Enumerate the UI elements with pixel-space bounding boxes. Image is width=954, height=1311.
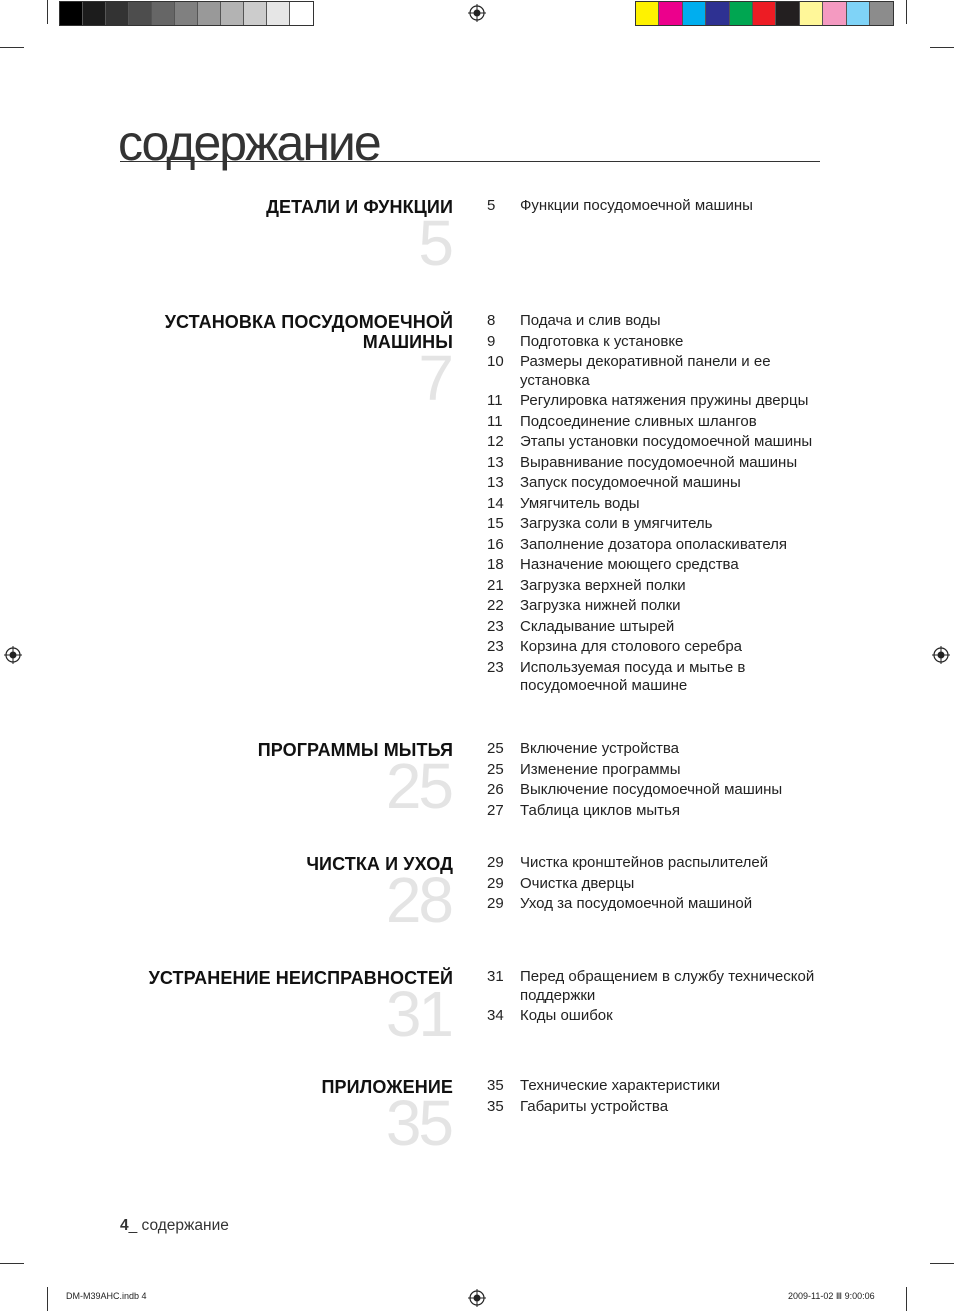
toc-entry[interactable] <box>487 1077 827 1096</box>
toc-entry-page: 22 <box>487 597 504 614</box>
toc-entry-title: Загрузка верхней полки <box>520 576 686 594</box>
toc-entry[interactable] <box>487 556 827 575</box>
crop-mark <box>906 0 907 24</box>
toc-entry-title: Размеры декоративной панели и ее установка <box>520 353 771 389</box>
crop-mark <box>0 47 24 48</box>
gray-swatch <box>267 2 290 25</box>
crop-mark <box>930 1263 954 1264</box>
gray-swatch <box>198 2 221 25</box>
registration-mark-icon <box>932 646 950 664</box>
section-header <box>93 854 453 936</box>
toc-entry-title: Габариты устройства <box>520 1097 669 1115</box>
toc-entry-page: 26 <box>487 781 504 798</box>
toc-entry-page: 5 <box>487 197 496 214</box>
toc-entry-page: 23 <box>487 617 504 635</box>
toc-entry-page: 14 <box>487 494 504 512</box>
toc-entry-page: 25 <box>487 740 504 757</box>
color-swatch <box>753 2 776 25</box>
toc-entry[interactable] <box>487 333 827 352</box>
toc-entry-page: 11 <box>487 392 503 409</box>
toc-entry-page: 13 <box>487 474 504 491</box>
gray-swatch <box>83 2 106 25</box>
toc-entry-page: 27 <box>487 801 504 819</box>
toc-entry-title: Подача и слив воды <box>520 312 661 329</box>
toc-entry-page: 29 <box>487 854 504 871</box>
color-swatch <box>683 2 706 25</box>
toc-entry-title: Складывание штырей <box>520 617 675 635</box>
toc-entry-page: 31 <box>487 968 504 985</box>
toc-entry-page: 9 <box>487 332 496 350</box>
toc-entry-page: 16 <box>487 535 504 553</box>
section-heading: ПРОГРАММЫ МЫТЬЯ <box>257 740 453 760</box>
cmyk-color-bar <box>635 1 894 26</box>
toc-entry-title: Таблица циклов мытья <box>520 801 680 819</box>
grayscale-color-bar <box>59 1 314 26</box>
section-item-list <box>487 312 827 698</box>
section-header <box>93 197 453 279</box>
toc-entry-title: Уход за посудомоечной машиной <box>520 895 753 912</box>
color-swatch <box>823 2 846 25</box>
toc-entry[interactable] <box>487 618 827 637</box>
registration-mark-icon <box>4 646 22 664</box>
section-start-page: 5 <box>418 207 451 279</box>
toc-entry-title: Чистка кронштейнов распылителей <box>520 854 769 871</box>
page-title: содержание <box>118 115 380 171</box>
toc-entry-page: 34 <box>487 1007 504 1024</box>
section-heading: УСТАНОВКА ПОСУДОМОЕЧНОЙ МАШИНЫ <box>164 312 453 352</box>
toc-entry-title: Выравнивание посудомоечной машины <box>520 453 798 471</box>
toc-entry[interactable] <box>487 515 827 534</box>
toc-entry-page: 21 <box>487 576 504 594</box>
toc-entry-title: Корзина для столового серебра <box>520 638 743 655</box>
toc-entry-page: 11 <box>487 412 503 430</box>
color-swatch <box>706 2 729 25</box>
toc-entry[interactable] <box>487 1007 827 1026</box>
toc-entry[interactable] <box>487 968 827 1005</box>
section-heading: ЧИСТКА И УХОД <box>306 854 453 874</box>
toc-entry[interactable] <box>487 312 827 331</box>
color-swatch <box>870 2 893 25</box>
toc-entry-title: Заполнение дозатора ополаскивателя <box>520 535 788 553</box>
toc-entry-title: Подсоединение сливных шлангов <box>520 412 757 430</box>
gray-swatch <box>129 2 152 25</box>
section-header <box>93 1077 453 1159</box>
toc-entry-page: 23 <box>487 638 504 655</box>
gray-swatch <box>290 2 313 25</box>
gray-swatch <box>106 2 129 25</box>
toc-entry-title: Перед обращением в службу технической поддержки <box>520 968 815 1004</box>
crop-mark <box>47 0 48 24</box>
gray-swatch <box>244 2 267 25</box>
section-start-page: 31 <box>385 978 451 1050</box>
section-start-page: 7 <box>418 342 451 414</box>
gray-swatch <box>175 2 198 25</box>
toc-entry-title: Регулировка натяжения пружины дверцы <box>520 392 809 409</box>
toc-entry[interactable] <box>487 638 827 657</box>
registration-mark-icon <box>468 1289 486 1307</box>
crop-mark <box>930 47 954 48</box>
toc-entry[interactable] <box>487 454 827 473</box>
toc-entry[interactable] <box>487 854 827 873</box>
toc-entry[interactable] <box>487 474 827 493</box>
print-file-info: DM-M39AHC.indb 4 <box>66 1291 147 1301</box>
toc-entry[interactable] <box>487 761 827 780</box>
toc-entry-title: Технические характеристики <box>520 1077 721 1094</box>
section-header <box>123 312 453 414</box>
section-start-page: 28 <box>385 864 451 936</box>
toc-entry[interactable] <box>487 802 827 821</box>
toc-entry-page: 12 <box>487 433 504 450</box>
color-swatch <box>800 2 823 25</box>
toc-entry-page: 13 <box>487 453 504 471</box>
toc-entry[interactable] <box>487 197 827 216</box>
footer-label: _ содержание <box>128 1217 229 1234</box>
print-date-info: 2009-11-02 Ⅲ 9:00:06 <box>788 1291 875 1301</box>
toc-entry-title: Загрузка соли в умягчитель <box>520 515 713 532</box>
crop-mark <box>906 1287 907 1311</box>
section-heading: ДЕТАЛИ И ФУНКЦИИ <box>266 197 453 217</box>
toc-entry-page: 29 <box>487 895 504 912</box>
toc-entry-page: 25 <box>487 760 504 778</box>
title-rule <box>118 115 820 171</box>
section-item-list <box>487 1077 827 1118</box>
section-item-list <box>487 968 827 1028</box>
toc-entry-title: Включение устройства <box>520 740 680 757</box>
gray-swatch <box>152 2 175 25</box>
toc-entry[interactable] <box>487 740 827 759</box>
color-swatch <box>659 2 682 25</box>
page-footer <box>120 1217 229 1235</box>
toc-entry-title: Запуск посудомоечной машины <box>520 474 741 491</box>
toc-entry[interactable] <box>487 413 827 432</box>
toc-entry-page: 35 <box>487 1097 504 1115</box>
toc-entry[interactable] <box>487 495 827 514</box>
footer-page-number: 4 <box>120 1217 129 1234</box>
section-item-list <box>487 197 827 218</box>
crop-mark <box>0 1263 24 1264</box>
registration-mark-icon <box>468 4 486 22</box>
toc-entry-title: Умягчитель воды <box>520 494 640 512</box>
toc-entry[interactable] <box>487 353 827 390</box>
toc-entry-page: 29 <box>487 874 504 892</box>
toc-entry-title: Этапы установки посудомоечной машины <box>520 433 813 450</box>
toc-entry-page: 8 <box>487 312 496 329</box>
toc-entry-page: 35 <box>487 1077 504 1094</box>
toc-entry-page: 15 <box>487 515 504 532</box>
section-header <box>93 740 453 822</box>
toc-entry[interactable] <box>487 433 827 452</box>
toc-entry-title: Изменение программы <box>520 760 681 778</box>
toc-entry[interactable] <box>487 659 827 696</box>
toc-entry-title: Используемая посуда и мытье в посудомоечной машине <box>520 658 746 694</box>
toc-entry[interactable] <box>487 781 827 800</box>
toc-entry-title: Очистка дверцы <box>520 874 635 892</box>
toc-entry[interactable] <box>487 392 827 411</box>
toc-entry-title: Подготовка к установке <box>520 332 684 350</box>
toc-entry-page: 23 <box>487 658 504 676</box>
toc-entry-title: Функции посудомоечной машины <box>520 197 753 214</box>
section-start-page: 25 <box>385 750 451 822</box>
section-start-page: 35 <box>385 1087 451 1159</box>
toc-entry-page: 10 <box>487 353 504 370</box>
color-swatch <box>776 2 799 25</box>
color-swatch <box>730 2 753 25</box>
toc-entry-title: Коды ошибок <box>520 1007 613 1024</box>
color-swatch <box>847 2 870 25</box>
section-item-list <box>487 854 827 916</box>
section-item-list <box>487 740 827 822</box>
toc-entry-title: Выключение посудомоечной машины <box>520 781 783 798</box>
toc-entry-title: Назначение моющего средства <box>520 556 739 573</box>
section-header <box>93 968 453 1050</box>
toc-entry[interactable] <box>487 597 827 616</box>
toc-entry-title: Загрузка нижней полки <box>520 597 681 614</box>
toc-entry-page: 18 <box>487 556 504 573</box>
toc-entry[interactable] <box>487 895 827 914</box>
gray-swatch <box>221 2 244 25</box>
gray-swatch <box>60 2 83 25</box>
toc-entry[interactable] <box>487 536 827 555</box>
crop-mark <box>47 1287 48 1311</box>
section-heading: УСТРАНЕНИЕ НЕИСПРАВНОСТЕЙ <box>148 968 453 988</box>
toc-entry[interactable] <box>487 875 827 894</box>
toc-entry[interactable] <box>487 577 827 596</box>
section-heading: ПРИЛОЖЕНИЕ <box>321 1077 453 1097</box>
color-swatch <box>636 2 659 25</box>
toc-entry[interactable] <box>487 1098 827 1117</box>
